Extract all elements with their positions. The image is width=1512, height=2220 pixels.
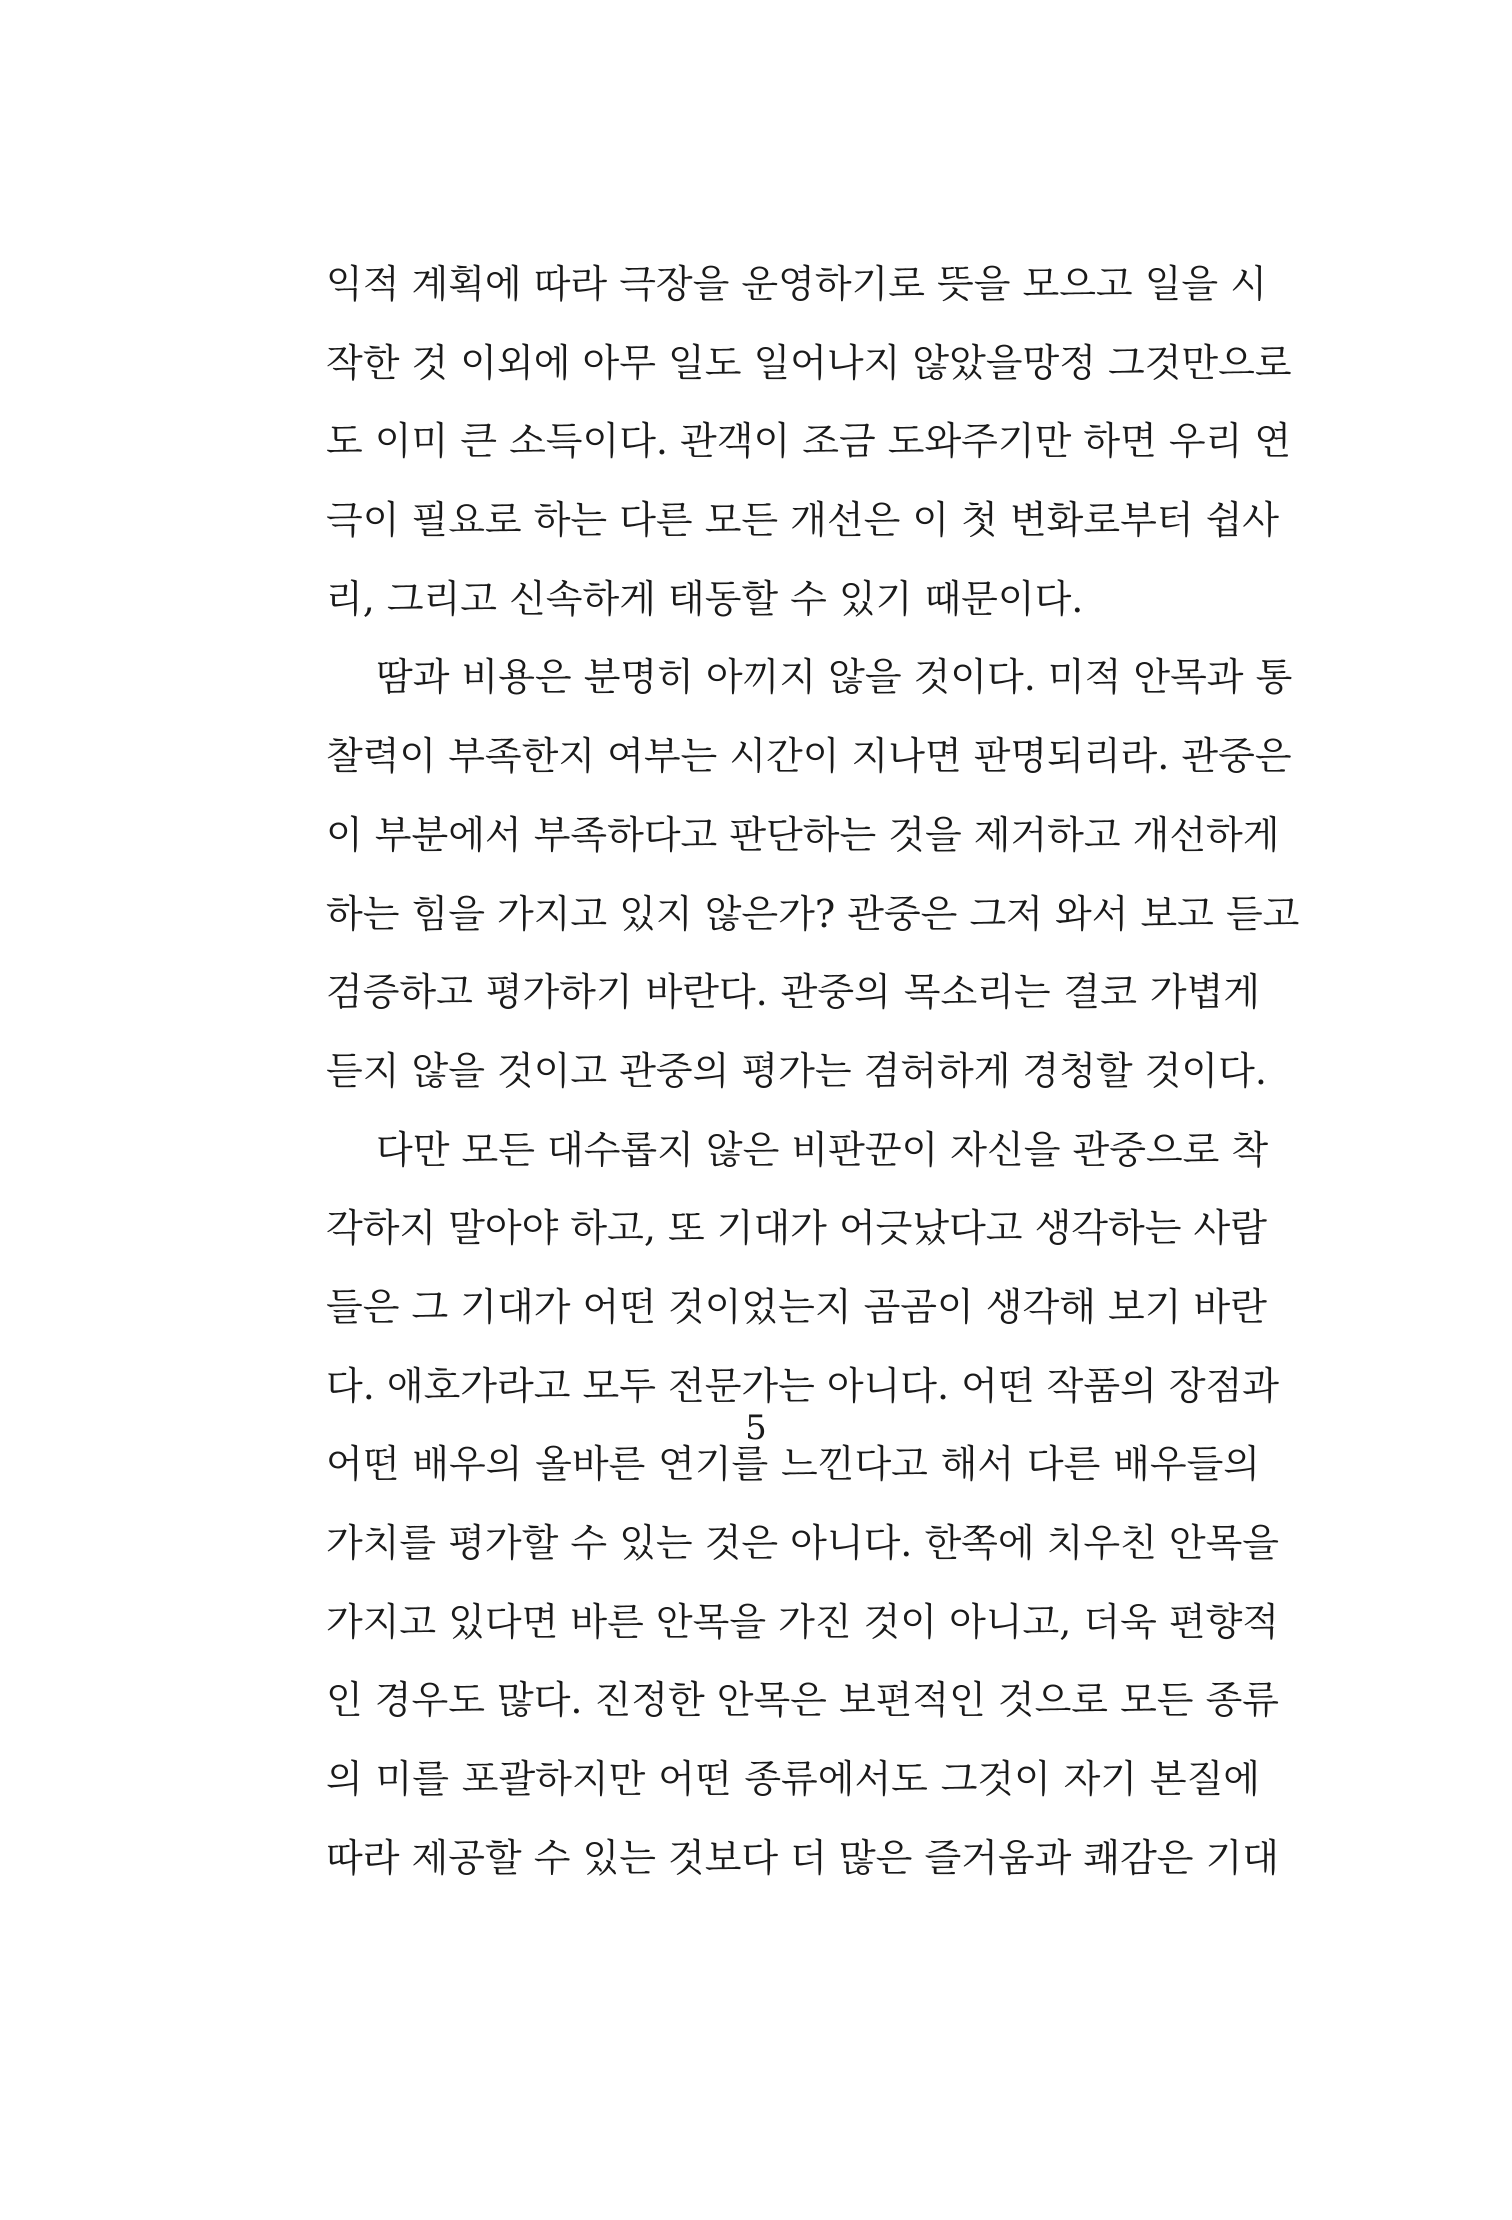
text-line: 땀과 비용은 분명히 아끼지 않을 것이다. 미적 안목과 통 <box>376 655 1293 700</box>
text-line: 다. 애호가라고 모두 전문가는 아니다. 어떤 작품의 장점과 <box>326 1363 1279 1408</box>
text-line: 리, 그리고 신속하게 태동할 수 있기 때문이다. <box>326 576 1084 621</box>
text-line: 가지고 있다면 바른 안목을 가진 것이 아니고, 더욱 편향적 <box>326 1599 1279 1644</box>
text-line: 들은 그 기대가 어떤 것이었는지 곰곰이 생각해 보기 바란 <box>326 1284 1267 1329</box>
text-line: 의 미를 포괄하지만 어떤 종류에서도 그것이 자기 본질에 <box>326 1757 1260 1802</box>
body-text <box>326 245 1300 1897</box>
text-line: 하는 힘을 가지고 있지 않은가? 관중은 그저 와서 보고 듣고 <box>326 891 1300 936</box>
text-line: 익적 계획에 따라 극장을 운영하기로 뜻을 모으고 일을 시 <box>326 262 1267 306</box>
text-line: 다만 모든 대수롭지 않은 비판꾼이 자신을 관중으로 착 <box>376 1127 1269 1172</box>
text-line: 극이 필요로 하는 다른 모든 개선은 이 첫 변화로부터 쉽사 <box>326 498 1279 543</box>
text-line: 찰력이 부족한지 여부는 시간이 지나면 판명되리라. 관중은 <box>326 734 1292 779</box>
text-line: 가치를 평가할 수 있는 것은 아니다. 한쪽에 치우친 안목을 <box>326 1521 1279 1565</box>
text-line: 듣지 않을 것이고 관중의 평가는 겸허하게 경청할 것이다. <box>326 1048 1267 1093</box>
text-line: 검증하고 평가하기 바란다. 관중의 목소리는 결코 가볍게 <box>326 970 1260 1015</box>
text-line: 도 이미 큰 소득이다. 관객이 조금 도와주기만 하면 우리 연 <box>326 419 1292 464</box>
text-line: 인 경우도 많다. 진정한 안목은 보편적인 것으로 모든 종류 <box>326 1678 1279 1723</box>
text-line: 따라 제공할 수 있는 것보다 더 많은 즐거움과 쾌감은 기대 <box>326 1835 1279 1880</box>
text-line: 각하지 말아야 하고, 또 기대가 어긋났다고 생각하는 사람 <box>326 1206 1267 1251</box>
text-line: 이 부분에서 부족하다고 판단하는 것을 제거하고 개선하게 <box>326 812 1280 857</box>
text-line: 어떤 배우의 올바른 연기를 느낀다고 해서 다른 배우들의 <box>326 1442 1260 1487</box>
text-line: 작한 것 이외에 아무 일도 일어나지 않았을망정 그것만으로 <box>326 340 1292 385</box>
page-number: 5 <box>745 1408 767 1448</box>
